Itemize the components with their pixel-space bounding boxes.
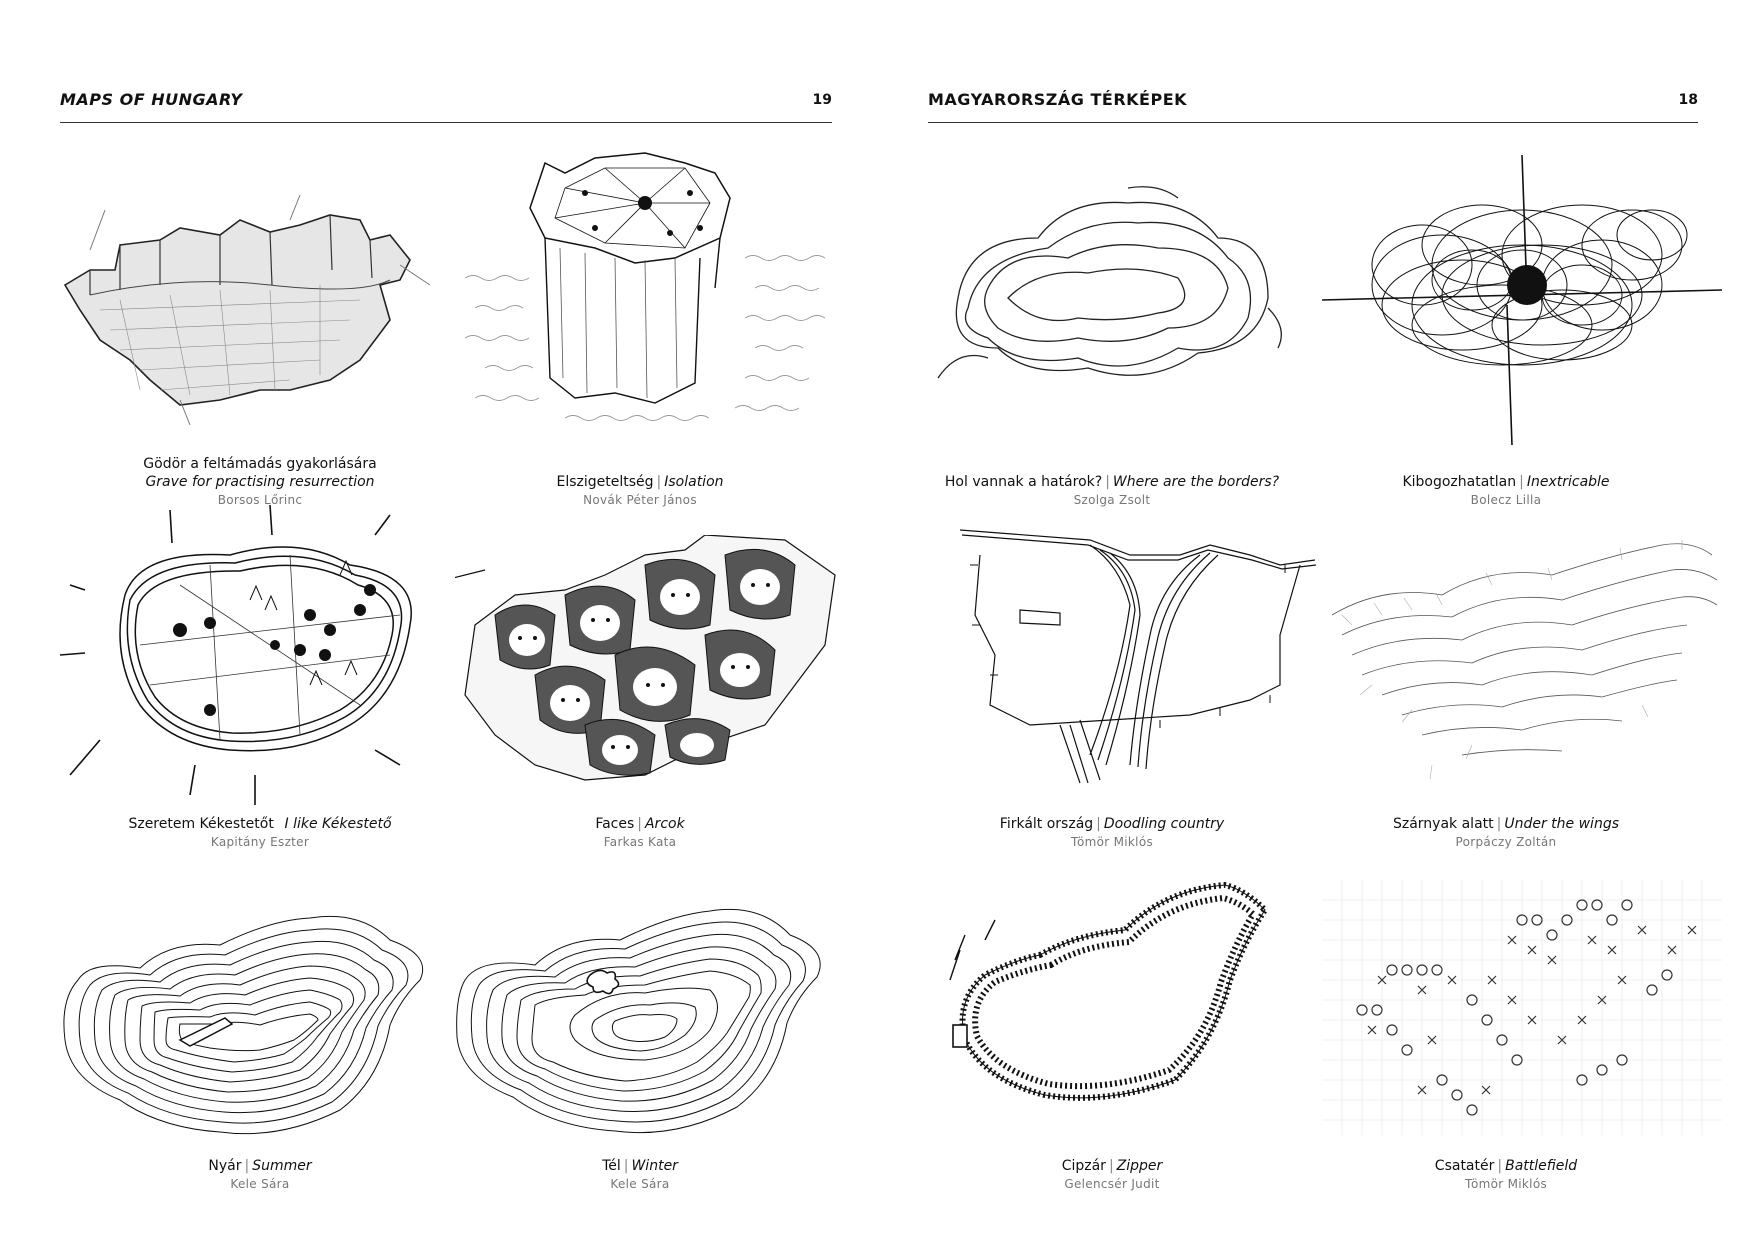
caption-winter <box>440 1157 840 1193</box>
right-page-title: MAGYARORSZÁG TÉRKÉPEK <box>928 90 1188 109</box>
caption-author: Farkas Kata <box>603 835 677 849</box>
caption-separator: | <box>1496 816 1502 832</box>
right-page-header <box>928 88 1698 123</box>
caption-separator: | <box>1519 474 1524 490</box>
caption-wings <box>1306 815 1706 851</box>
caption-title: Hol vannak a határok? <box>944 474 1103 490</box>
artwork-doodling-country <box>960 525 1320 785</box>
caption-title: Cipzár <box>1061 1158 1106 1174</box>
caption-english: Inextricable <box>1526 474 1610 490</box>
artwork-zipper <box>945 880 1305 1130</box>
caption-separator: | <box>623 1158 629 1174</box>
right-page-number: 18 <box>1678 92 1698 108</box>
caption-title: Szeretem Kékestetőt <box>128 816 274 832</box>
caption-author: Borsos Lőrinc <box>217 493 303 507</box>
caption-doodling <box>912 815 1312 851</box>
caption-author: Tömör Miklós <box>1464 1177 1548 1191</box>
caption-title: Faces <box>595 816 635 832</box>
caption-english: Winter <box>631 1158 678 1174</box>
caption-separator: | <box>656 474 662 490</box>
caption-author: Kele Sára <box>610 1177 670 1191</box>
artwork-kekesteto <box>60 505 460 805</box>
caption-separator: | <box>1096 816 1101 832</box>
caption-separator: | <box>637 816 642 832</box>
caption-author: Bolecz Lilla <box>1470 493 1542 507</box>
caption-separator: | <box>1497 1158 1503 1174</box>
caption-borders <box>912 473 1312 509</box>
left-page-number: 19 <box>812 92 832 108</box>
caption-author: Tömör Miklós <box>1070 835 1154 849</box>
caption-english: Grave for practising resurrection <box>145 474 375 490</box>
left-page-header <box>60 88 832 123</box>
artwork-faces <box>455 535 845 790</box>
artwork-inextricable <box>1322 155 1722 445</box>
artwork-isolation-island <box>455 148 885 438</box>
artwork-battlefield <box>1322 880 1722 1135</box>
caption-english: Battlefield <box>1505 1158 1578 1174</box>
caption-isolation <box>440 473 840 509</box>
caption-english: Isolation <box>664 474 724 490</box>
left-page-title: MAPS OF HUNGARY <box>60 90 243 109</box>
caption-title: Kibogozhatatlan <box>1402 474 1517 490</box>
caption-author: Kele Sára <box>230 1177 290 1191</box>
artwork-grave-pit <box>60 190 440 430</box>
caption-title: Firkált ország <box>999 816 1094 832</box>
caption-separator: | <box>1105 474 1110 490</box>
caption-author: Novák Péter János <box>583 493 697 507</box>
caption-title: Nyár <box>208 1158 242 1174</box>
caption-author: Gelencsér Judit <box>1064 1177 1160 1191</box>
caption-grave <box>60 455 460 509</box>
caption-english: Where are the borders? <box>1112 474 1280 490</box>
caption-summer <box>60 1157 460 1193</box>
caption-kekesteto <box>60 815 460 851</box>
caption-english: I like Kékestető <box>284 816 392 832</box>
caption-inextricable <box>1306 473 1706 509</box>
artwork-where-are-borders <box>928 178 1298 418</box>
caption-english: Under the wings <box>1504 816 1620 832</box>
caption-title: Elszigeteltség <box>556 474 654 490</box>
caption-english: Arcok <box>644 816 685 832</box>
caption-battlefield <box>1306 1157 1706 1193</box>
caption-english: Summer <box>252 1158 312 1174</box>
caption-author: Szolga Zsolt <box>1073 493 1151 507</box>
caption-english: Doodling country <box>1103 816 1225 832</box>
caption-author: Porpáczy Zoltán <box>1455 835 1557 849</box>
caption-separator <box>274 816 285 832</box>
caption-title: Gödör a feltámadás gyakorlására <box>143 456 377 472</box>
caption-zipper <box>912 1157 1312 1193</box>
caption-faces <box>440 815 840 851</box>
artwork-winter-contours <box>455 895 835 1150</box>
caption-english: Zipper <box>1116 1158 1163 1174</box>
artwork-summer-contours <box>60 900 440 1150</box>
artwork-under-the-wings <box>1322 525 1722 785</box>
caption-title: Szárnyak alatt <box>1392 816 1494 832</box>
caption-author: Kapitány Eszter <box>210 835 310 849</box>
caption-separator: | <box>1108 1158 1114 1174</box>
caption-title: Csatatér <box>1434 1158 1495 1174</box>
caption-separator: | <box>244 1158 250 1174</box>
caption-title: Tél <box>602 1158 621 1174</box>
